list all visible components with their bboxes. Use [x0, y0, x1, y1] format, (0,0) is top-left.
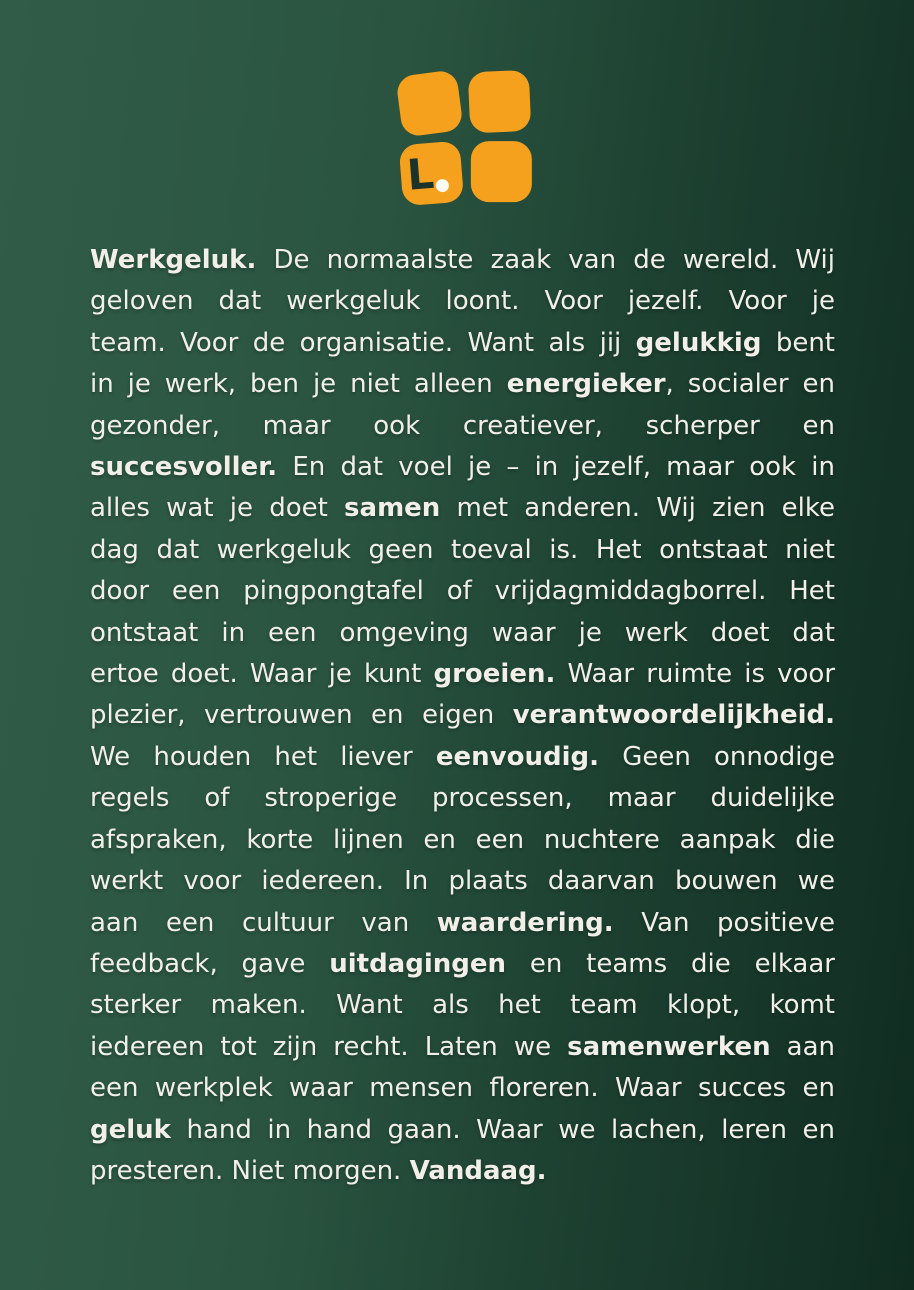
text-line: dag dat werkgeluk geen toeval is. Het ontstaat niet: [90, 534, 835, 565]
text-line: iedereen tot zijn recht. Laten we samenwerken aan: [90, 1031, 835, 1062]
logo-dot-icon: [435, 179, 449, 193]
text-line: geloven dat werkgeluk loont. Voor jezelf. Voor je: [90, 286, 835, 317]
text-line: gezonder, maar ook creatiever, scherper en: [90, 410, 835, 441]
text-line: team. Voor de organisatie. Want als jij gelukkig bent: [90, 327, 835, 358]
text-line: werkt voor iedereen. In plaats daarvan bouwen we: [90, 866, 835, 897]
text-line: een werkplek waar mensen floreren. Waar succes en: [90, 1073, 835, 1104]
text-line: feedback, gave uitdagingen en teams die elkaar: [90, 948, 835, 979]
text-line: geluk hand in hand gaan. Waar we lachen, leren en: [90, 1114, 835, 1145]
text-line: ontstaat in een omgeving waar je werk doet dat: [90, 617, 835, 648]
text-line: succesvoller. En dat voel je – in jezelf, maar ook in: [90, 452, 835, 483]
text-line: Werkgeluk. De normaalste zaak van de wereld. Wij: [90, 245, 835, 275]
text-line: plezier, vertrouwen en eigen verantwoordelijkheid.: [90, 700, 835, 731]
logo-tile-icon: [471, 141, 532, 202]
text-line: door een pingpongtafel of vrijdagmiddagborrel. Het: [90, 576, 835, 607]
text-line: sterker maken. Want als het team klopt, komt: [90, 990, 835, 1021]
text-line: We houden het liever eenvoudig. Geen onnodige: [90, 741, 835, 772]
text-line: presteren. Niet morgen. Vandaag.: [90, 1155, 547, 1186]
logo-tile-icon: [468, 70, 532, 134]
text-line: aan een cultuur van waardering. Van positieve: [90, 907, 835, 938]
text-line: alles wat je doet samen met anderen. Wij zien elke: [90, 493, 835, 524]
text-line: in je werk, ben je niet alleen energieker, socialer en: [90, 369, 835, 400]
manifesto-text: [90, 240, 835, 1192]
logo-letter: L: [405, 148, 434, 200]
company-logo: [398, 70, 533, 207]
logo-tile-icon: [395, 69, 463, 137]
logo-monogram-tile: [399, 141, 465, 207]
text-line: regels of stroperige processen, maar duidelijke: [90, 783, 835, 814]
text-line: ertoe doet. Waar je kunt groeien. Waar ruimte is voor: [90, 659, 836, 690]
text-line: afspraken, korte lijnen en een nuchtere aanpak die: [90, 824, 835, 855]
